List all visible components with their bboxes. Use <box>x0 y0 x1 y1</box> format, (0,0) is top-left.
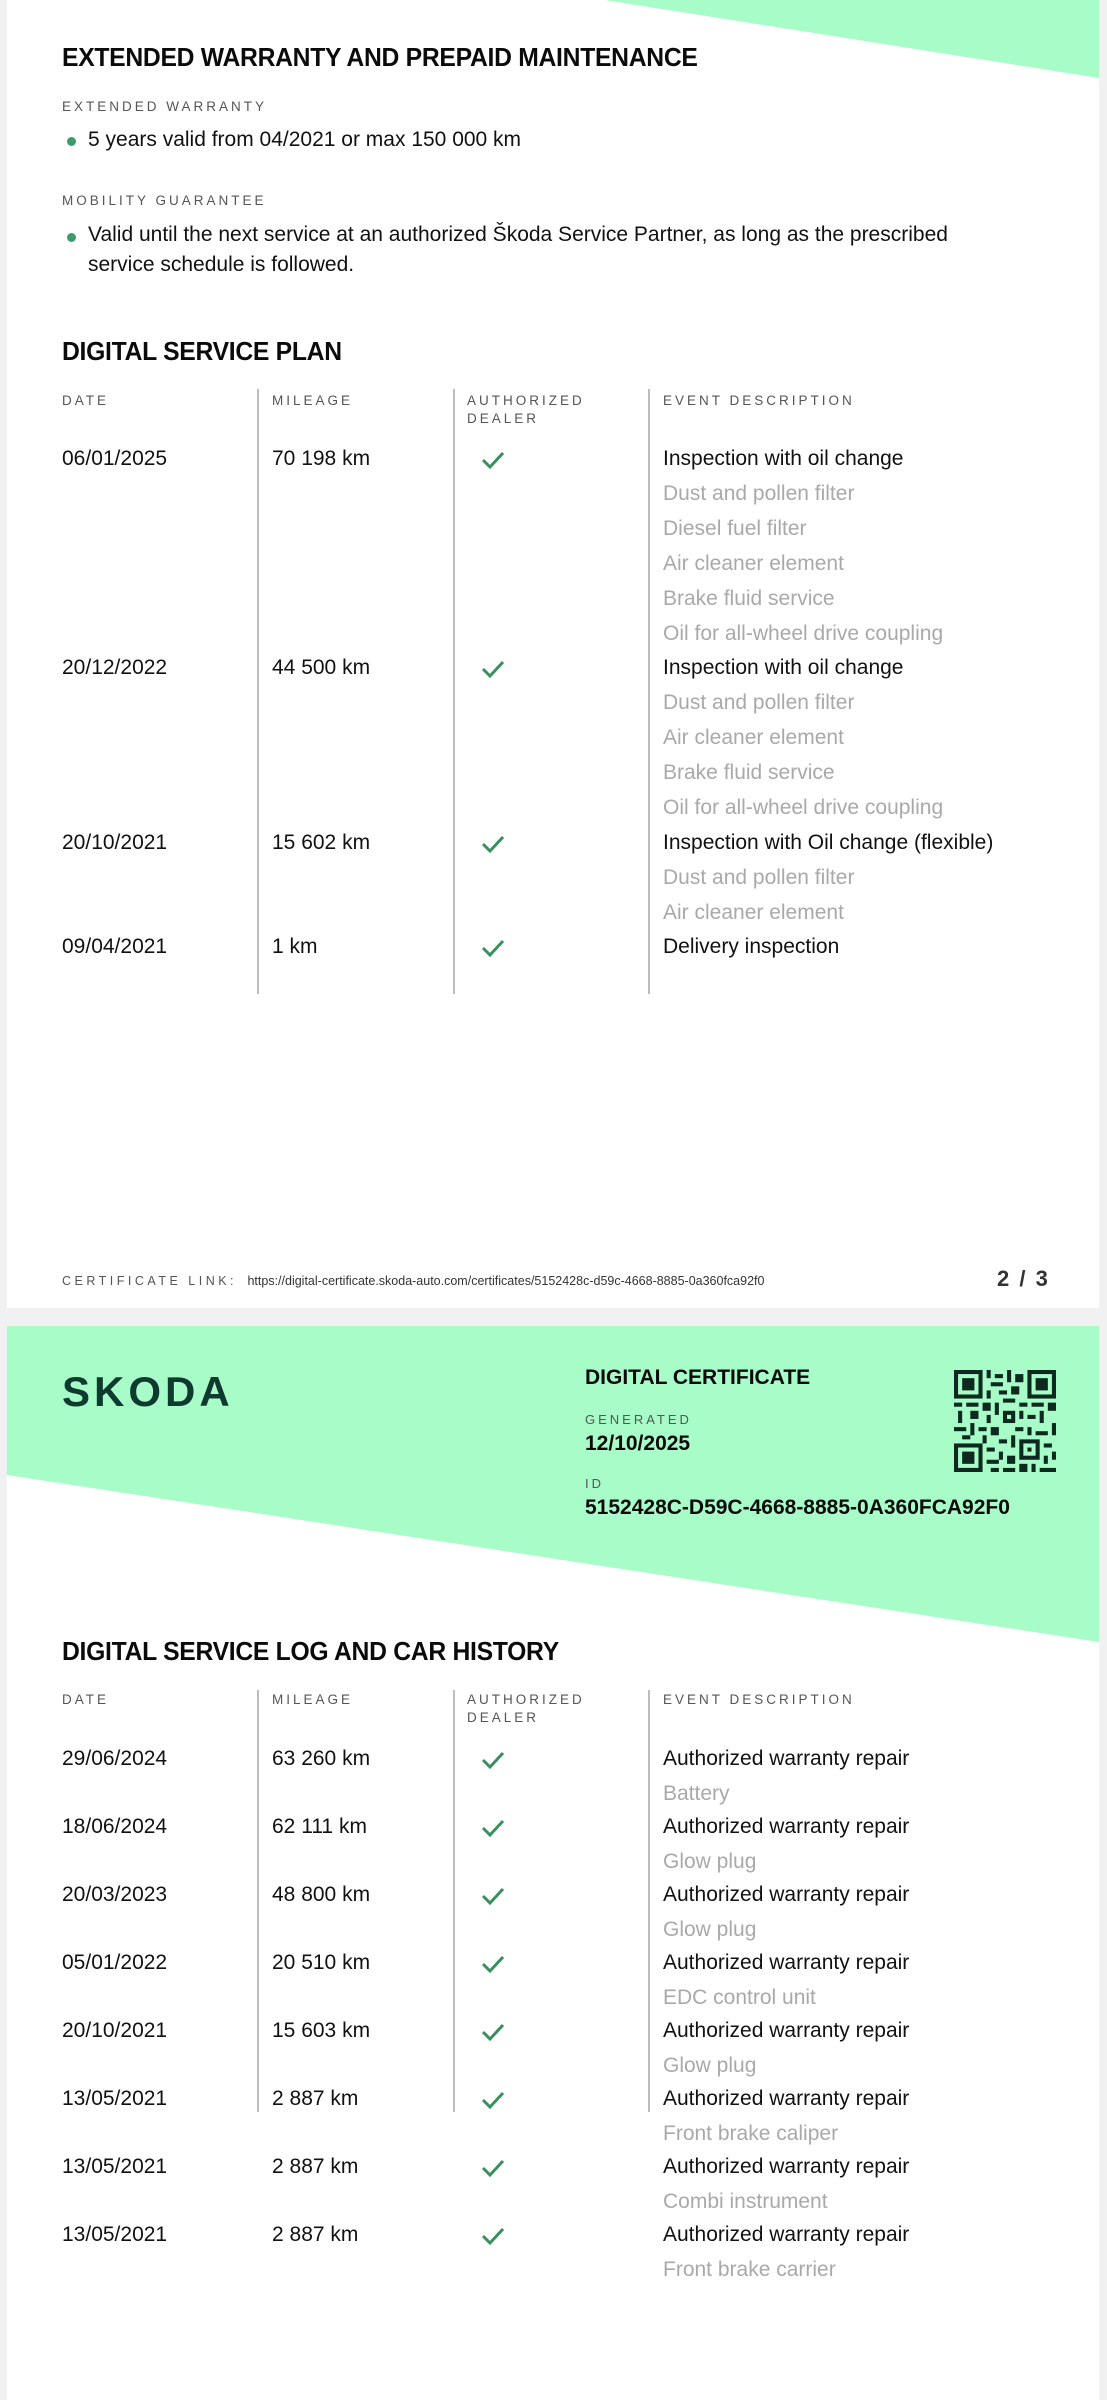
column-header-dealer-line1: AUTHORIZED <box>467 1692 585 1707</box>
row-detail: Glow plug <box>663 2054 757 2077</box>
row-date: 06/01/2025 <box>62 447 168 470</box>
row-detail: Combi instrument <box>663 2190 828 2213</box>
section-title-service-plan: DIGITAL SERVICE PLAN <box>62 336 342 366</box>
certificate-page-3 <box>7 1326 1099 2400</box>
row-mileage: 63 260 km <box>272 1747 371 1770</box>
row-detail: Dust and pollen filter <box>663 482 855 505</box>
row-detail: Air cleaner element <box>663 726 844 749</box>
row-mileage: 44 500 km <box>272 656 371 679</box>
skoda-logo: SKODA <box>62 1368 234 1415</box>
column-header-dealer-line1: AUTHORIZED <box>467 393 585 408</box>
column-header-date: DATE <box>62 1692 110 1707</box>
row-mileage: 15 602 km <box>272 831 371 854</box>
row-detail: Glow plug <box>663 1850 757 1873</box>
row-detail: Oil for all-wheel drive coupling <box>663 796 944 819</box>
check-icon <box>481 2158 505 2178</box>
certificate-link <box>62 1272 764 1290</box>
certificate-link-label: CERTIFICATE LINK: <box>62 1274 238 1288</box>
section-title-extended-warranty: EXTENDED WARRANTY AND PREPAID MAINTENANCE <box>62 42 698 72</box>
column-header-event-description: EVENT DESCRIPTION <box>663 393 855 408</box>
row-mileage: 15 603 km <box>272 2019 371 2042</box>
extended-warranty-item: 5 years valid from 04/2021 or max 150 000 km <box>88 128 522 151</box>
row-event: Inspection with oil change <box>663 447 904 470</box>
check-icon <box>481 2022 505 2042</box>
mobility-guarantee-label: MOBILITY GUARANTEE <box>62 193 267 208</box>
check-icon <box>481 2090 505 2110</box>
row-date: 18/06/2024 <box>62 1815 168 1838</box>
row-mileage: 48 800 km <box>272 1883 371 1906</box>
check-icon <box>481 1954 505 1974</box>
row-event: Inspection with oil change <box>663 656 904 679</box>
row-event: Delivery inspection <box>663 935 840 958</box>
row-event: Authorized warranty repair <box>663 2223 910 2246</box>
column-divider <box>453 389 455 994</box>
row-detail: EDC control unit <box>663 1986 816 2009</box>
check-icon <box>481 834 505 854</box>
certificate-id: 5152428C-D59C-4668-8885-0A360FCA92F0 <box>585 1496 1010 1519</box>
bullet-icon <box>67 233 76 242</box>
section-title-service-log: DIGITAL SERVICE LOG AND CAR HISTORY <box>62 1636 559 1666</box>
row-date: 13/05/2021 <box>62 2155 168 2178</box>
column-header-mileage: MILEAGE <box>272 1692 354 1707</box>
row-mileage: 62 111 km <box>272 1815 367 1838</box>
check-icon <box>481 938 505 958</box>
row-event: Authorized warranty repair <box>663 1951 910 1974</box>
row-detail: Dust and pollen filter <box>663 866 855 889</box>
row-date: 20/03/2023 <box>62 1883 168 1906</box>
column-header-mileage: MILEAGE <box>272 393 354 408</box>
row-event: Inspection with Oil change (flexible) <box>663 831 994 854</box>
row-event: Authorized warranty repair <box>663 1747 910 1770</box>
row-mileage: 1 km <box>272 935 318 958</box>
check-icon <box>481 1750 505 1770</box>
id-label: ID <box>585 1476 604 1491</box>
column-divider <box>453 1690 455 2112</box>
column-header-authorized-dealer <box>467 1691 585 1727</box>
row-detail: Front brake carrier <box>663 2258 836 2281</box>
column-divider <box>648 389 650 994</box>
row-detail: Battery <box>663 1782 730 1805</box>
row-detail: Oil for all-wheel drive coupling <box>663 622 944 645</box>
row-date: 20/12/2022 <box>62 656 168 679</box>
row-detail: Air cleaner element <box>663 552 844 575</box>
row-date: 20/10/2021 <box>62 2019 168 2042</box>
row-mileage: 2 887 km <box>272 2155 359 2178</box>
row-detail: Air cleaner element <box>663 901 844 924</box>
row-date: 09/04/2021 <box>62 935 168 958</box>
generated-label: GENERATED <box>585 1412 692 1427</box>
column-divider <box>648 1690 650 2112</box>
check-icon <box>481 1886 505 1906</box>
column-divider <box>257 389 259 994</box>
decorative-accent-band <box>7 1326 1099 2400</box>
generated-date: 12/10/2025 <box>585 1432 691 1455</box>
row-date: 13/05/2021 <box>62 2087 168 2110</box>
row-detail: Glow plug <box>663 1918 757 1941</box>
check-icon <box>481 450 505 470</box>
row-mileage: 2 887 km <box>272 2087 359 2110</box>
row-detail: Dust and pollen filter <box>663 691 855 714</box>
row-mileage: 70 198 km <box>272 447 371 470</box>
certificate-title: DIGITAL CERTIFICATE <box>585 1366 811 1389</box>
row-mileage: 20 510 km <box>272 1951 371 1974</box>
check-icon <box>481 659 505 679</box>
extended-warranty-label: EXTENDED WARRANTY <box>62 99 268 114</box>
certificate-link-url[interactable]: https://digital-certificate.skoda-auto.com/certificates/5152428c-d59c-4668-8885-0a360fca92f0 <box>247 1274 765 1288</box>
page-number: 2 / 3 <box>997 1266 1050 1291</box>
column-divider <box>257 1690 259 2112</box>
check-icon <box>481 1818 505 1838</box>
row-event: Authorized warranty repair <box>663 2087 910 2110</box>
row-event: Authorized warranty repair <box>663 1815 910 1838</box>
row-detail: Diesel fuel filter <box>663 517 807 540</box>
certificate-page-2 <box>7 0 1099 1308</box>
column-header-event-description: EVENT DESCRIPTION <box>663 1692 855 1707</box>
column-header-authorized-dealer <box>467 392 585 428</box>
row-detail: Front brake caliper <box>663 2122 839 2145</box>
column-header-dealer-line2: DEALER <box>467 1710 540 1725</box>
column-header-dealer-line2: DEALER <box>467 411 540 426</box>
mobility-guarantee-item: Valid until the next service at an authorized Škoda Service Partner, as long as the prescribed service schedule is followed. <box>88 223 948 276</box>
row-event: Authorized warranty repair <box>663 1883 910 1906</box>
row-date: 05/01/2022 <box>62 1951 168 1974</box>
qr-code-icon[interactable] <box>954 1370 1056 1472</box>
row-date: 13/05/2021 <box>62 2223 168 2246</box>
row-event: Authorized warranty repair <box>663 2155 910 2178</box>
check-icon <box>481 2226 505 2246</box>
bullet-icon <box>67 137 76 146</box>
row-date: 29/06/2024 <box>62 1747 168 1770</box>
row-detail: Brake fluid service <box>663 587 835 610</box>
row-date: 20/10/2021 <box>62 831 168 854</box>
row-detail: Brake fluid service <box>663 761 835 784</box>
column-header-date: DATE <box>62 393 110 408</box>
row-mileage: 2 887 km <box>272 2223 359 2246</box>
row-event: Authorized warranty repair <box>663 2019 910 2042</box>
